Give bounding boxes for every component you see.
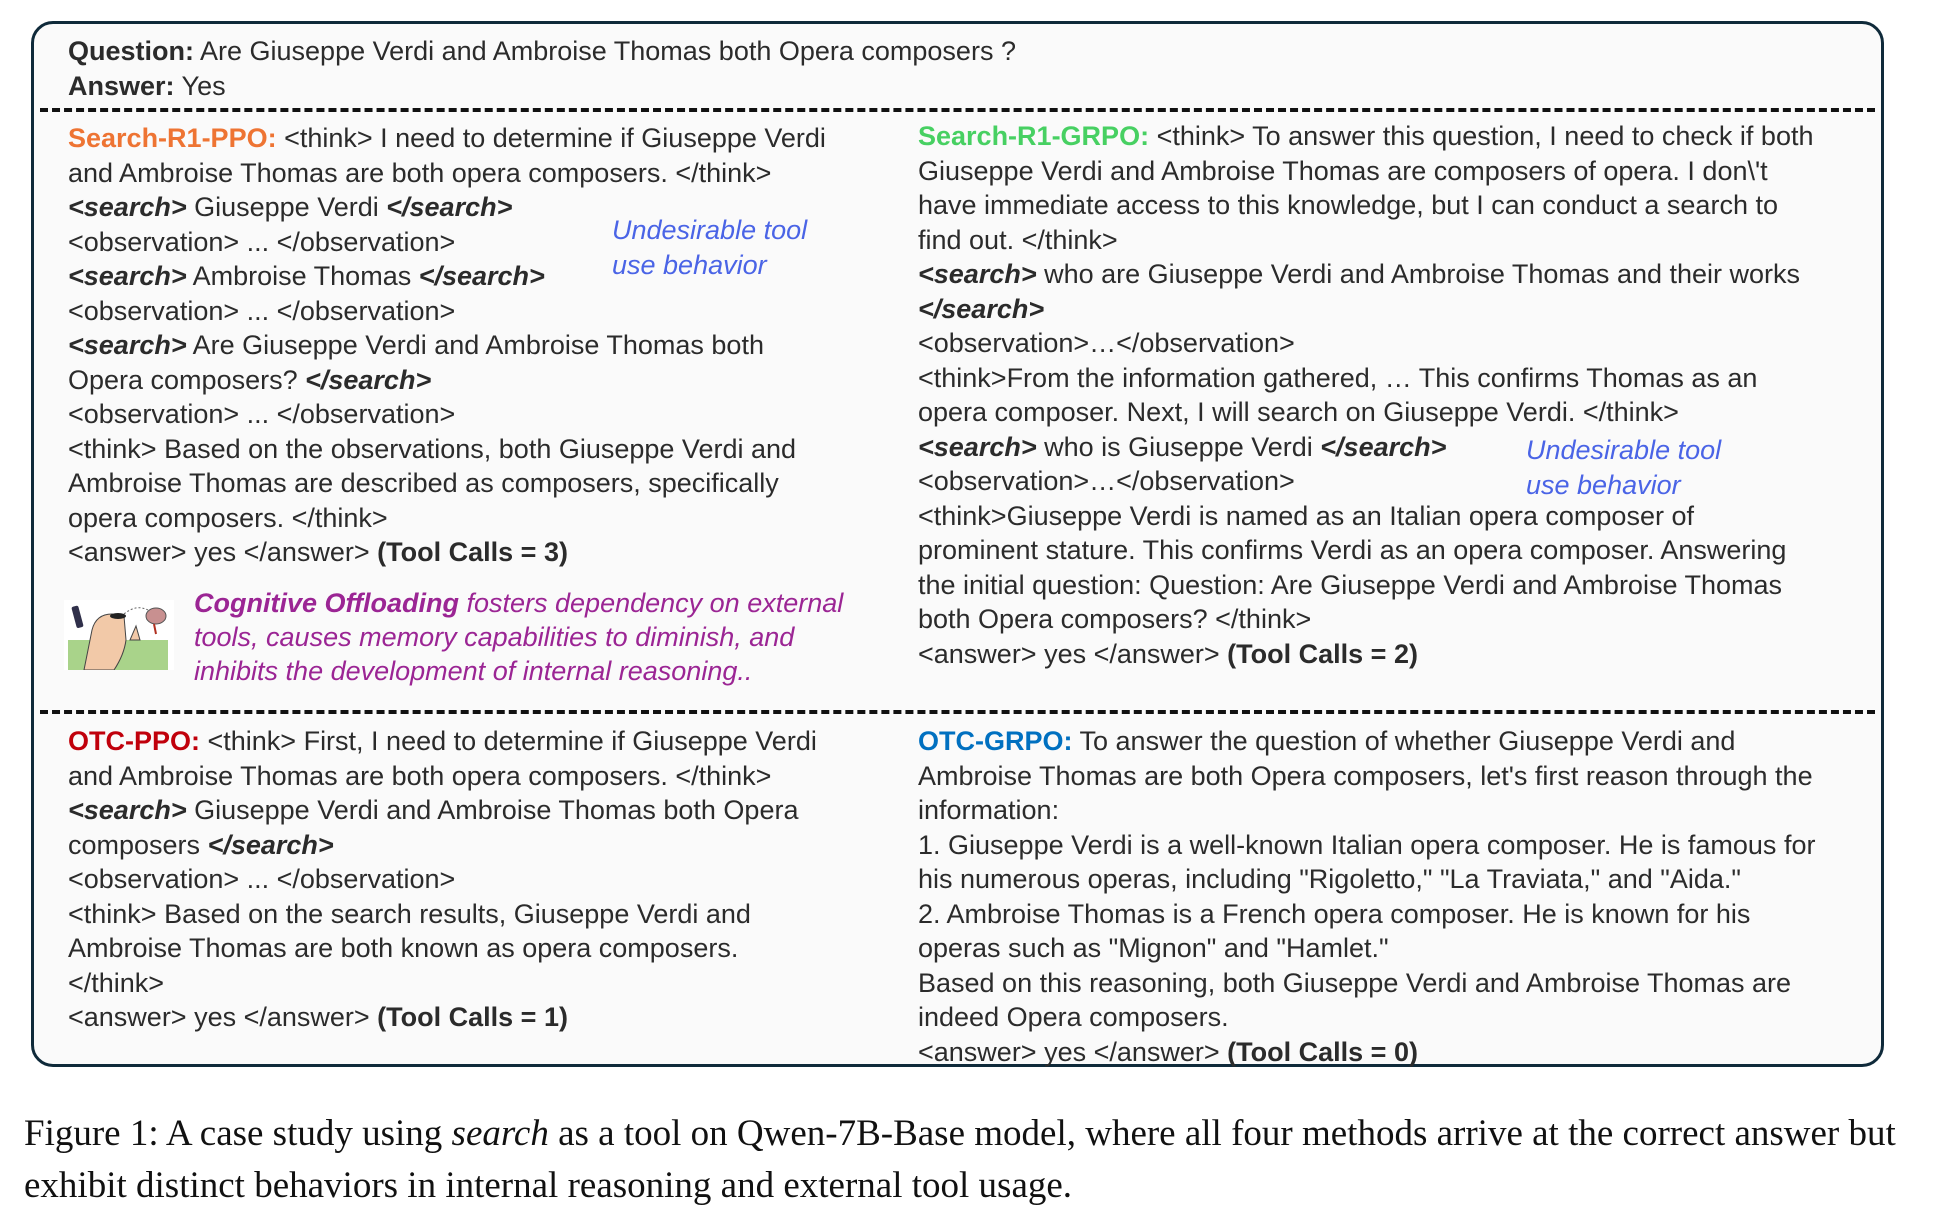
cell-search-r1-ppo [68, 121, 903, 570]
offload-line: tools, causes memory capabilities to diminish, and [194, 622, 795, 652]
note-line: use behavior [612, 250, 767, 280]
question-line [68, 34, 1016, 69]
text-line: <think> I need to determine if Giuseppe Verdi [276, 123, 826, 153]
search-query: Opera composers? [68, 364, 306, 395]
think-line: prominent stature. This confirms Verdi as an opera composer. Answering [918, 535, 1787, 565]
question-answer-header [68, 34, 1016, 103]
text-line: and Ambroise Thomas are both opera composers. </think> [68, 157, 772, 188]
search-close-tag: </search> [305, 364, 432, 395]
method-label-otc-grpo: OTC-GRPO: [918, 726, 1073, 756]
offload-line: fosters dependency on external [459, 588, 844, 618]
text-line: find out. </think> [918, 224, 1118, 255]
undesirable-tool-note [1526, 433, 1721, 503]
method-label-otc-ppo: OTC-PPO: [68, 726, 200, 756]
search-close-tag: </search> [386, 192, 513, 222]
text-line: <think> To answer this question, I need to check if both [1149, 121, 1814, 151]
think-line: <think>From the information gathered, … This confirms Thomas as an [918, 362, 1758, 393]
observation-line: <observation> ... </observation> [68, 295, 456, 326]
offload-title: Cognitive Offloading [194, 588, 459, 618]
question-text: Are Giuseppe Verdi and Ambroise Thomas both Opera composers ? [194, 36, 1016, 66]
text-line: Based on this reasoning, both Giuseppe Verdi and Ambroise Thomas are [918, 967, 1792, 998]
think-line: opera composers. </think> [68, 502, 388, 533]
text-line: 2. Ambroise Thomas is a French opera composer. He is known for his [918, 898, 1751, 929]
search-open-tag: <search> [68, 261, 187, 291]
search-close-tag: </search> [207, 829, 334, 860]
cell-otc-ppo [68, 724, 903, 1035]
method-label-search-r1-grpo: Search-R1-GRPO: [918, 121, 1150, 151]
question-label: Question: [68, 36, 194, 66]
answer-line [68, 535, 903, 570]
text-line: indeed Opera composers. [918, 1002, 1229, 1032]
think-line: the initial question: Question: Are Giuseppe Verdi and Ambroise Thomas [918, 569, 1783, 600]
answer-line [918, 1035, 1868, 1070]
search-query: composers [68, 829, 208, 860]
search-open-tag: <search> [918, 259, 1037, 289]
search-call [918, 257, 1868, 292]
text-line: and Ambroise Thomas are both opera composers. </think> [68, 760, 772, 791]
answer-tag: <answer> yes </answer> [918, 1036, 1228, 1067]
search-query: Are Giuseppe Verdi and Ambroise Thomas both [186, 330, 764, 360]
think-line: <think>Giuseppe Verdi is named as an Italian opera composer of [918, 500, 1694, 531]
observation-line: <observation> ... </observation> [68, 399, 456, 429]
text-line: 1. Giuseppe Verdi is a well-known Italian opera composer. He is famous for [918, 829, 1816, 860]
undesirable-tool-note [612, 213, 807, 283]
answer-line [68, 69, 1016, 104]
cognitive-offloading-cartoon-icon [64, 600, 174, 670]
answer-line [918, 637, 1868, 672]
search-query: who are Giuseppe Verdi and Ambroise Thomas and their works [1036, 259, 1801, 289]
text-line: Giuseppe Verdi and Ambroise Thomas are composers of opera. I don\'t [918, 155, 1768, 186]
answer-tag: <answer> yes </answer> [68, 1002, 378, 1032]
case-study-panel [31, 21, 1884, 1067]
search-query: Ambroise Thomas [186, 261, 419, 291]
observation-line: <observation>…</observation> [918, 328, 1295, 358]
search-close-tag: </search> [418, 261, 545, 291]
caption-text: Figure 1: A case study using [24, 1113, 452, 1154]
tool-calls-count: (Tool Calls = 1) [377, 1002, 568, 1032]
tool-calls-count: (Tool Calls = 0) [1227, 1036, 1418, 1067]
text-line: Ambroise Thomas are both Opera composers, let's first reason through the [918, 760, 1813, 791]
search-open-tag: <search> [918, 431, 1037, 462]
answer-tag: <answer> yes </answer> [68, 537, 378, 567]
answer-label: Answer: [68, 70, 175, 101]
text-line: information: [918, 795, 1060, 825]
note-line: use behavior [1526, 470, 1681, 500]
think-line: opera composer. Next, I will search on Giuseppe Verdi. </think> [918, 397, 1679, 427]
text-line: his numerous operas, including "Rigoletto," "La Traviata," and "Aida." [918, 864, 1741, 894]
dashed-divider-middle [40, 710, 1875, 714]
dashed-divider-top [40, 108, 1875, 112]
think-line: both Opera composers? </think> [918, 604, 1312, 634]
search-call [68, 328, 903, 363]
note-line: Undesirable tool [1526, 435, 1722, 465]
think-line: Ambroise Thomas are both known as opera composers. [68, 933, 739, 963]
observation-line: <observation> ... </observation> [68, 226, 456, 257]
method-label-search-r1-ppo: Search-R1-PPO: [68, 123, 277, 153]
search-open-tag: <search> [68, 330, 187, 360]
text-line: operas such as "Mignon" and "Hamlet." [918, 933, 1389, 963]
tool-calls-count: (Tool Calls = 2) [1227, 638, 1418, 669]
answer-tag: <answer> yes </answer> [918, 638, 1228, 669]
think-line: Ambroise Thomas are described as composers, specifically [68, 468, 779, 498]
think-line: </think> [68, 967, 165, 998]
search-close-tag: </search> [918, 293, 1045, 324]
think-line: <think> Based on the observations, both Giuseppe Verdi and [68, 433, 797, 464]
search-close-tag: </search> [1320, 431, 1447, 462]
figure-caption [24, 1108, 1934, 1212]
text-line: To answer the question of whether Giuseppe Verdi and [1072, 726, 1736, 756]
cognitive-offloading-note [194, 586, 914, 688]
answer-line [68, 1000, 903, 1035]
search-call-cont [68, 363, 903, 398]
search-call [918, 430, 1868, 465]
search-open-tag: <search> [68, 192, 187, 222]
search-open-tag: <search> [68, 795, 187, 825]
search-call [68, 793, 903, 828]
search-query: who is Giuseppe Verdi [1036, 431, 1321, 462]
observation-line: <observation> ... </observation> [68, 864, 456, 894]
cell-search-r1-grpo [918, 119, 1868, 671]
cell-otc-grpo [918, 724, 1868, 1069]
answer-text: Yes [174, 70, 226, 101]
tool-calls-count: (Tool Calls = 3) [377, 537, 568, 567]
caption-italic: search [451, 1113, 549, 1154]
text-line: <think> First, I need to determine if Giuseppe Verdi [200, 726, 817, 756]
text-line: have immediate access to this knowledge, but I can conduct a search to [918, 190, 1778, 220]
search-query: Giuseppe Verdi and Ambroise Thomas both Opera [186, 795, 799, 825]
observation-line: <observation>…</observation> [918, 466, 1295, 496]
note-line: Undesirable tool [612, 215, 808, 245]
think-line: <think> Based on the search results, Giuseppe Verdi and [68, 898, 751, 929]
caption-text: as a tool on Qwen-7B-Base model, where all four methods arrive at the correct answer but exhibit distinct behaviors in internal reasoning and external tool usage. [24, 1113, 1896, 1206]
search-query: Giuseppe Verdi [186, 192, 387, 222]
offload-line: inhibits the development of internal reasoning.. [194, 656, 753, 686]
